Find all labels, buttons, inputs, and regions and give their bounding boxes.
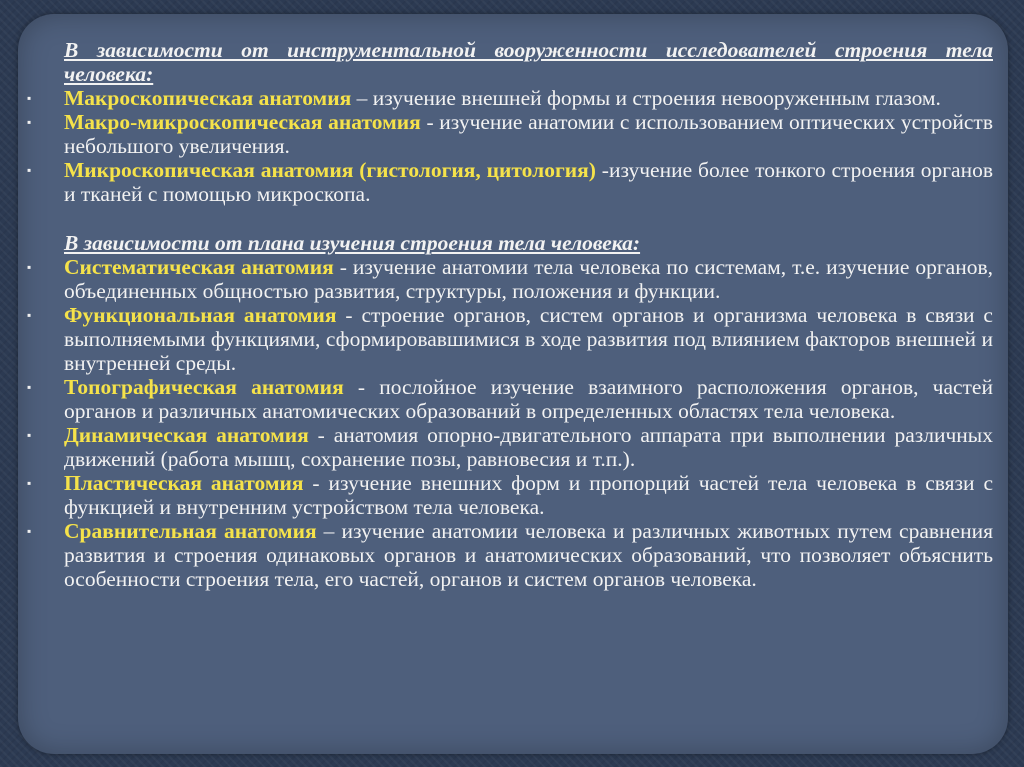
list-item: ▪ Сравнительная анатомия – изучение анатомии человека и различных животных путем сравнения развития и строения одинаковых органов и анатомических образований, что позволяет объяснить особенности строения тела, его частей, органов и систем органов человека. xyxy=(27,519,993,591)
list-item: ▪ Макро-микроскопическая анатомия - изучение анатомии с использованием оптических устройств небольшого увеличения. xyxy=(27,110,993,158)
list-item: ▪ Микроскопическая анатомия (гистология, цитология) -изучение более тонкого строения органов и тканей с помощью микроскопа. xyxy=(27,158,993,206)
slide-content xyxy=(27,38,994,591)
list-item: ▪ Систематическая анатомия - изучение анатомии тела человека по системам, т.е. изучение органов, объединенных общностью развития, структуры, положения и функции. xyxy=(27,255,994,303)
bullet-icon: ▪ xyxy=(27,91,32,105)
list-by-plan xyxy=(27,255,994,591)
list-item: ▪ Топографическая анатомия - послойное изучение взаимного расположения органов, частей органов и различных анатомических образований в определенных областях тела человека. xyxy=(27,375,993,423)
list-item: ▪ Макроскопическая анатомия – изучение внешней формы и строения невооруженным глазом. xyxy=(27,86,941,110)
bullet-icon: ▪ xyxy=(27,115,32,129)
bullet-icon: ▪ xyxy=(27,308,32,322)
list-item: ▪ Функциональная анатомия - строение органов, систем органов и организма человека в связи с выполняемыми функциями, сформировавшимися в ходе развития под влиянием факторов внешней и внутренней среды. xyxy=(27,303,993,375)
list-by-instrumental xyxy=(27,86,993,206)
section-heading-instrumental: В зависимости от инструментальной вооруженности исследователей строения тела человека: xyxy=(64,38,993,86)
bullet-icon: ▪ xyxy=(27,524,32,538)
bullet-icon: ▪ xyxy=(27,260,32,274)
bullet-icon: ▪ xyxy=(27,380,32,394)
list-item: ▪ Пластическая анатомия - изучение внешних форм и пропорций частей тела человека в связи с функцией и внутренним устройством тела человека. xyxy=(27,471,993,519)
bullet-icon: ▪ xyxy=(27,428,32,442)
bullet-icon: ▪ xyxy=(27,163,32,177)
section-heading-plan: В зависимости от плана изучения строения тела человека: xyxy=(64,231,641,255)
bullet-icon: ▪ xyxy=(27,476,32,490)
slide-panel xyxy=(18,14,1008,754)
list-item: ▪ Динамическая анатомия - анатомия опорно-двигательного аппарата при выполнении различных движений (работа мышц, сохранение позы, равновесия и т.п.). xyxy=(27,423,993,471)
